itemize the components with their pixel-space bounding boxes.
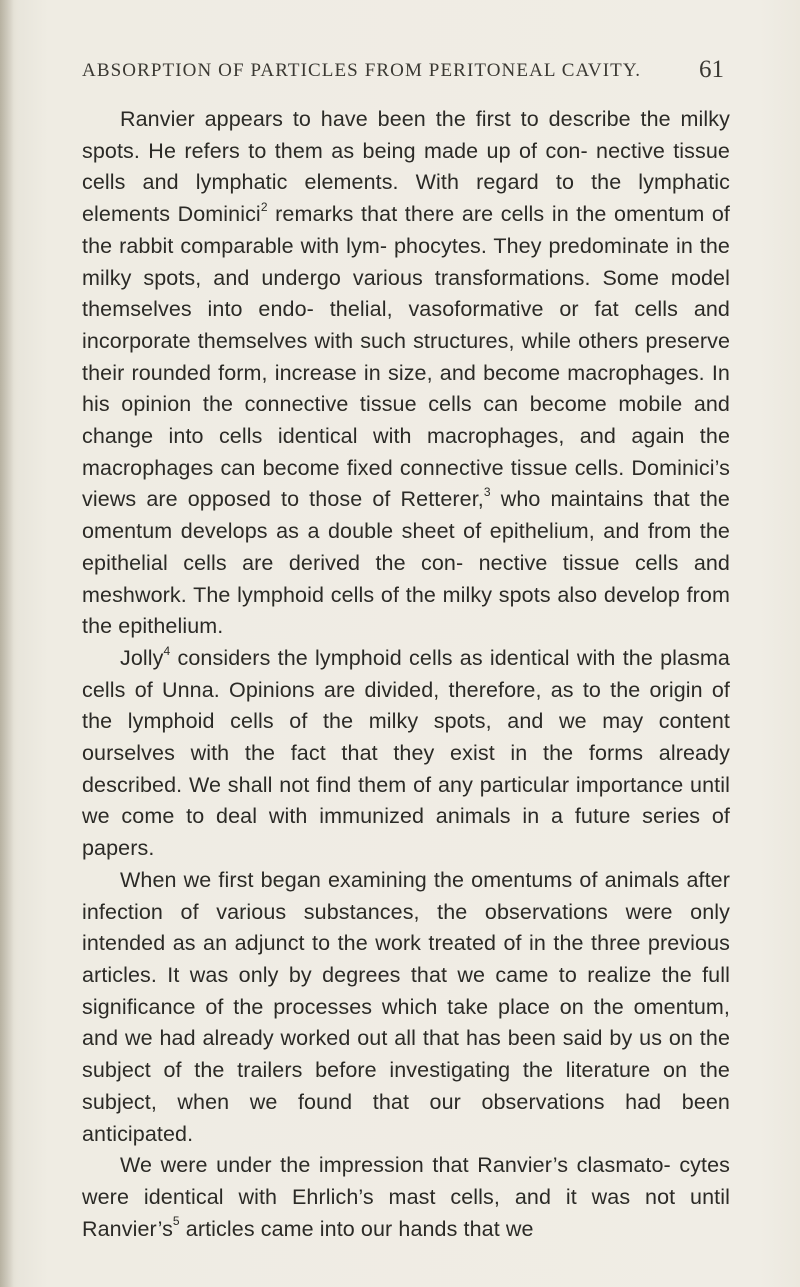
text-run: We were under the impression that Ranvier’s clasmato- cytes were identical with Ehrlich’s mast cells, and it was not until Ranvier’s [82, 1153, 730, 1241]
body-text [82, 104, 730, 1245]
paragraph [82, 643, 730, 865]
page-number: 61 [699, 56, 724, 83]
text-run: who maintains that the omentum develops as a double sheet of epithelium, and from the epithelial cells are derived the con- nective tissue cells and meshwork. The lymphoid cells of the milky spots also develop from the epithelium. [82, 487, 730, 639]
paragraph [82, 865, 730, 1150]
paragraph [82, 104, 730, 643]
page-gutter-shadow [0, 0, 14, 1287]
running-head [82, 56, 724, 90]
text-run: articles came into our hands that we [179, 1216, 534, 1241]
footnote-reference: 3 [483, 485, 491, 500]
text-run: Jolly [120, 645, 164, 670]
text-run: considers the lymphoid cells as identical with the plasma cells of Unna. Opinions are divided, therefore, as to the origin of the lymphoid cells of the milky spots, and we may content ourselves with the fact that they exist in the forms already described. We shall not find them of any particular importance until we come to deal with immunized animals in a future series of papers. [82, 645, 730, 861]
text-run: When we first began examining the omentums of animals after infection of various substances, the observations were only intended as an adjunct to the work treated of in the three previous articles. It was only by degrees that we came to realize the full significance of the processes which take place on the omentum, and we had already worked out all that has been said by us on the subject of the trailers before investigating the literature on the subject, when we found that our observations had been anticipated. [82, 867, 730, 1146]
footnote-reference: 4 [163, 643, 171, 658]
footnote-reference: 2 [260, 199, 268, 214]
text-run: remarks that there are cells in the omentum of the rabbit comparable with lym- phocytes. They predominate in the milky spots, and undergo various transformations. Some model themselves into endo- thelial, vasoformative or fat cells and incorporate themselves with such structures, while others preserve their rounded form, increase in size, and become macrophages. In his opinion the connective tissue cells can become mobile and change into cells identical with macrophages, and again the macrophages can become fixed connective tissue cells. Dominici’s views are opposed to those of Retterer, [82, 202, 730, 512]
running-title: ABSORPTION OF PARTICLES FROM PERITONEAL CAVITY. [82, 60, 642, 81]
paragraph [82, 1150, 730, 1245]
footnote-reference: 5 [172, 1214, 180, 1229]
text-run: Ranvier appears to have been the first to describe the milky spots. He refers to them as being made up of con- nective tissue cells and lymphatic elements. With regard to the lymphatic elements Dominici [82, 107, 730, 227]
